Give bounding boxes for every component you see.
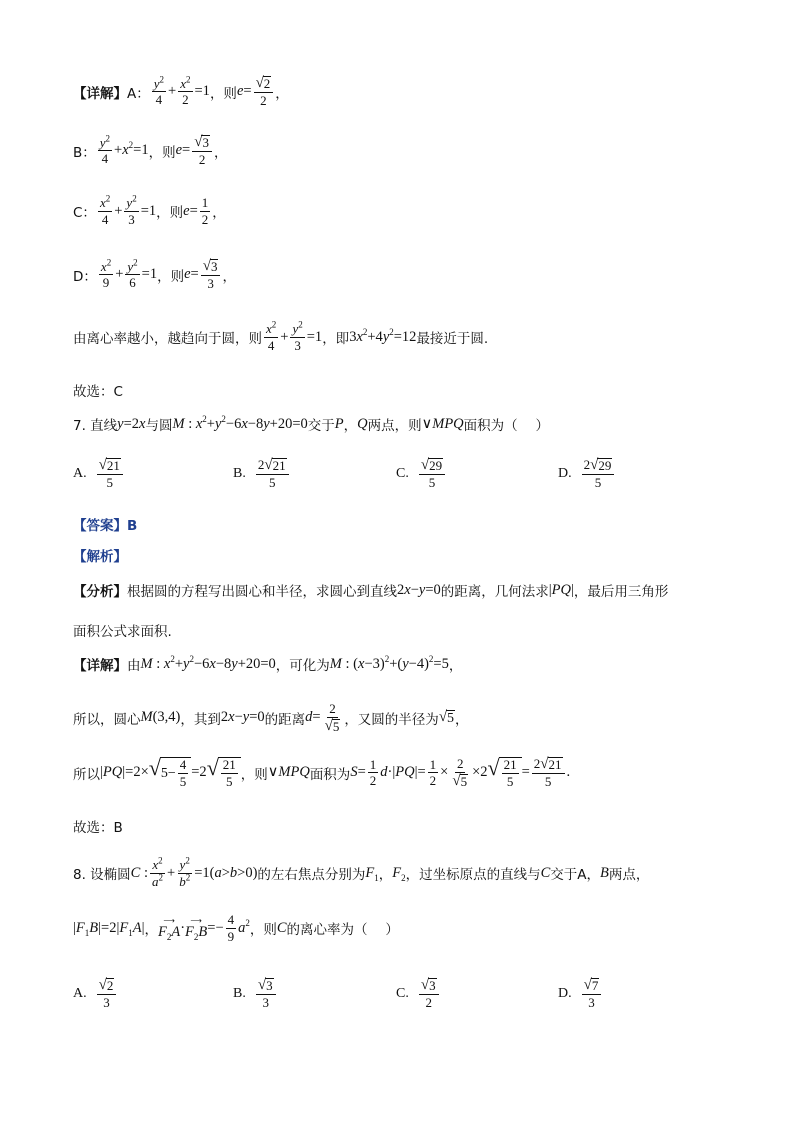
q8-option-c[interactable]: C. √ 3 2 bbox=[396, 978, 441, 1010]
analysis-label-line: 【解析】 bbox=[73, 549, 127, 565]
answer-line-c: 故选：C bbox=[73, 384, 123, 400]
option-a-prefix: A： bbox=[127, 85, 150, 102]
fraction: $\frac{x^2}{2}$ bbox=[180, 74, 191, 108]
q8-option-b[interactable]: B. √ 3 3 bbox=[233, 978, 278, 1010]
q7-option-b[interactable]: B. 2 √ 21 5 bbox=[233, 458, 291, 490]
question-8-line-2: $|F_1B|=2|F_1A|$ ， ⟶ $F_2A$ · ⟶ $F_2B$ =− $\frac{4}{9}$ $a^2$ ，则 C 的离心率为（ ） bbox=[73, 912, 399, 944]
detail7-line-2: 所以，圆心 M(3,4) ，其到 2x−y=0 的距离 d= 2 √ 5 ，又圆的半径为 √ 5 ， bbox=[73, 701, 469, 734]
answer-line-b: 故选：B bbox=[73, 820, 123, 836]
q7-option-c[interactable]: C. √ 29 5 bbox=[396, 458, 447, 490]
answer-label-line: 【答案】B bbox=[73, 518, 138, 534]
fraction: $\frac{y^2}{4}$ bbox=[153, 74, 165, 108]
q7-option-d[interactable]: D. 2 √ 29 5 bbox=[558, 458, 616, 490]
analysis-line-1: 【分析】 根据圆的方程写出圆心和半径，求圆心到直线 2x−y=0 的距离，几何法求 |PQ| ，最后用三角形 bbox=[73, 581, 669, 600]
q8-option-a[interactable]: A. √ 2 3 bbox=[73, 978, 118, 1010]
detail-line-c: C： $\frac{x^2}{4}$ + $\frac{y^2}{3}$ =1 ，则 e= $\frac{1}{2}$ ， bbox=[73, 193, 226, 227]
detail7-line-1: 【详解】 由 M : $x^2+y^2-6x-8y+20=0$ ，可化为 M : $(x-3)^2+(y-4)^2=5$ ， bbox=[73, 653, 463, 674]
conclusion-line: 由离心率越小，越趋向于圆，则 $\frac{x^2}{4}$ + $\frac{y^2}{3}$ =1 ，即 $3x^2+4y^2=12$ 最接近于圆. bbox=[73, 319, 489, 353]
detail-label: 【详解】 bbox=[73, 85, 127, 102]
detail-line-a: 【详解】 A： $\frac{y^2}{4}$ + $\frac{x^2}{2}$ =1 ，则 e= √ 2 2 ， bbox=[73, 74, 289, 109]
fraction: √ 2 2 bbox=[254, 76, 274, 108]
q8-option-d[interactable]: D. √ 7 3 bbox=[558, 978, 603, 1010]
analysis-line-2: 面积公式求面积. bbox=[73, 624, 172, 640]
detail-line-b: B： $\frac{y^2}{4}$ $+x^2=1$ ，则 e= √ 3 2 ， bbox=[73, 133, 228, 168]
question-8-line-1: 8. 设椭圆 C : $\frac{x^2}{a^2}$ + $\frac{y^2}{b^2}$ =1(a>b>0) 的左右焦点分别为 $F_1$ ， $F_2$ ，过坐标原点的直线与 C 交于A， B 两点， bbox=[73, 855, 650, 889]
q7-option-a[interactable]: A. √ 21 5 bbox=[73, 458, 125, 490]
detail7-line-3: 所以 |PQ|=2× √ 5− $\frac{4}{5}$ =2 √ $\frac{21}{5}$ ，则 ∨MPQ 面积为 S= $\frac{1}{2}$ d·|PQ|= $\frac{1}{2}$ × 2 √ 5 ×2 √ $\frac{21}{5}$ = 2 √ 21 5 . bbox=[73, 755, 571, 790]
detail-line-d: D： $\frac{x^2}{9}$ + $\frac{y^2}{6}$ =1 ，则 e= √ 3 3 ， bbox=[73, 257, 236, 292]
question-7: 7. 直线 y=2x 与圆 M : $x^2+y^2-6x-8y+20=0$ 交于 P ， Q 两点，则 ∨MPQ 面积为（ ） bbox=[73, 413, 549, 434]
